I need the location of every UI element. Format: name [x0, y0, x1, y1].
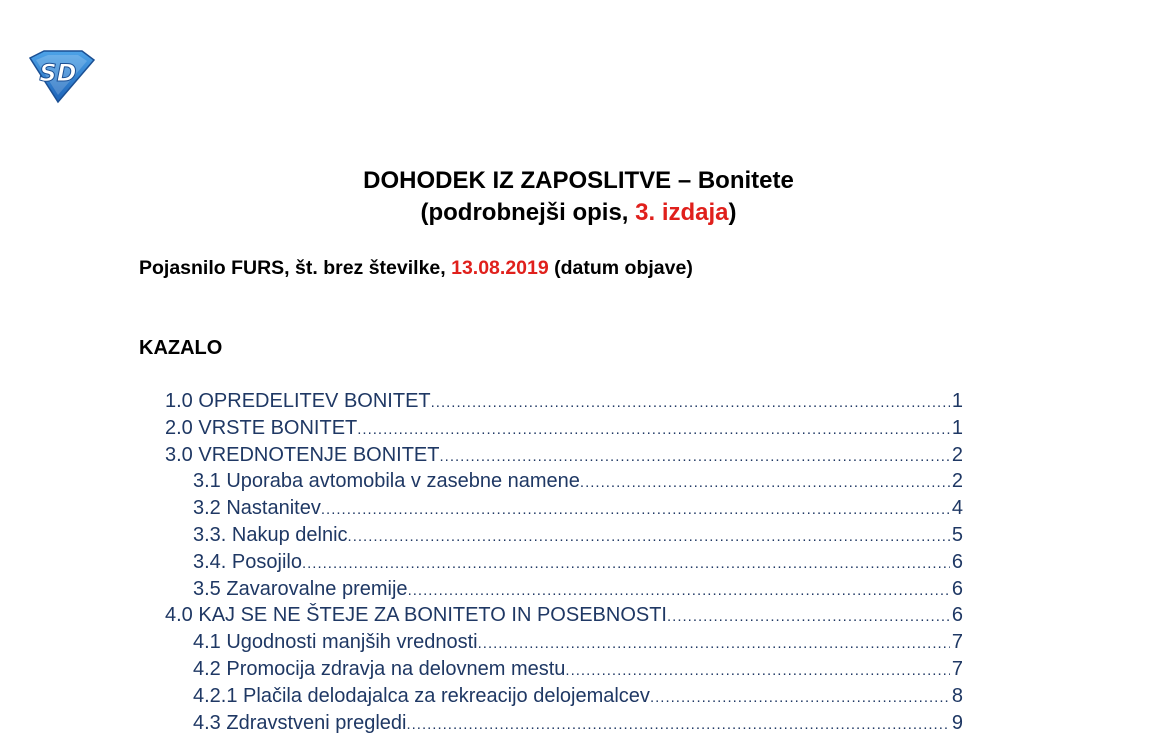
toc-entry-page[interactable]: 7: [951, 657, 963, 680]
toc-entry-page[interactable]: 1: [951, 416, 963, 439]
toc-entry[interactable]: [0, 388, 963, 415]
toc-entry-title[interactable]: 4.1 Ugodnosti manjših vrednosti: [193, 631, 478, 654]
toc-entry-page[interactable]: 6: [951, 604, 963, 627]
toc-entry-title[interactable]: 3.4. Posojilo: [193, 550, 302, 573]
toc-dot-leader: [565, 658, 949, 685]
toc-entry[interactable]: [0, 576, 963, 603]
toc-entry[interactable]: [0, 415, 963, 442]
subtitle-prefix: Pojasnilo FURS, št. brez številke,: [139, 257, 452, 279]
toc-entry[interactable]: [0, 710, 963, 737]
toc-entry-page[interactable]: 8: [951, 684, 963, 707]
toc-entry-page[interactable]: 9: [951, 711, 963, 734]
toc-entry-page[interactable]: 2: [951, 470, 963, 493]
toc-entry-page[interactable]: 6: [951, 577, 963, 600]
sd-logo-icon: [22, 48, 96, 104]
toc-entry[interactable]: [0, 522, 963, 549]
toc-dot-leader: [406, 712, 949, 739]
toc-dot-leader: [650, 685, 950, 712]
edition-prefix: (podrobnejši opis,: [420, 199, 636, 226]
publication-date: 13.08.2019: [451, 257, 549, 279]
toc-entry-page[interactable]: 7: [951, 631, 963, 654]
toc-entry-page[interactable]: 4: [951, 497, 963, 520]
toc-entry-page[interactable]: 1: [951, 390, 963, 412]
edition-number: 3. izdaja: [635, 199, 729, 226]
toc-entry-title[interactable]: 3.3. Nakup delnic: [193, 523, 348, 546]
edition-suffix: ): [728, 199, 737, 226]
toc-entry-title[interactable]: 3.2 Nastanitev: [193, 497, 321, 520]
toc-entry[interactable]: [0, 629, 963, 656]
svg-text:SD: SD: [39, 59, 77, 87]
toc-entry-title[interactable]: 2.0 VRSTE BONITET: [165, 416, 358, 439]
toc-dot-leader: [667, 604, 950, 631]
toc-dot-leader: [580, 470, 950, 497]
toc-entry-title[interactable]: 3.5 Zavarovalne premije: [193, 577, 408, 600]
toc-entry-title[interactable]: 4.3 Zdravstveni pregledi: [193, 711, 407, 734]
toc-entry-page[interactable]: 2: [951, 443, 963, 466]
toc-dot-leader: [431, 390, 950, 417]
toc-dot-leader: [348, 524, 950, 551]
document-title-line1: DOHODEK IZ ZAPOSLITVE – Bonitete: [363, 167, 794, 194]
toc-entry-title[interactable]: 4.2.1 Plačila delodajalca za rekreacijo delojemalcev: [193, 684, 650, 707]
table-of-contents: [0, 388, 1157, 736]
toc-dot-leader: [478, 631, 950, 658]
document-subtitle: [139, 255, 693, 281]
toc-dot-leader: [357, 417, 950, 444]
toc-entry[interactable]: [0, 495, 963, 522]
toc-dot-leader: [302, 551, 950, 578]
toc-entry-title[interactable]: 1.0 OPREDELITEV BONITET: [165, 390, 431, 412]
toc-entry-page[interactable]: 5: [951, 523, 963, 546]
toc-entry-title[interactable]: 4.2 Promocija zdravja na delovnem mestu: [193, 657, 566, 680]
document-title: [0, 166, 1157, 196]
toc-entry[interactable]: [0, 683, 963, 710]
toc-dot-leader: [440, 444, 950, 471]
toc-entry-title[interactable]: 3.1 Uporaba avtomobila v zasebne namene: [193, 470, 580, 493]
document-title-edition: [0, 198, 1157, 228]
toc-dot-leader: [408, 578, 950, 605]
toc-entry[interactable]: [0, 442, 963, 469]
toc-entry-title[interactable]: 4.0 KAJ SE NE ŠTEJE ZA BONITETO IN POSEBNOSTI: [165, 604, 667, 627]
toc-entry[interactable]: [0, 549, 963, 576]
subtitle-suffix: (datum objave): [548, 257, 693, 279]
toc-entry[interactable]: [0, 602, 963, 629]
toc-entry[interactable]: [0, 656, 963, 683]
toc-entry-title[interactable]: 3.0 VREDNOTENJE BONITET: [165, 443, 440, 466]
toc-entry[interactable]: [0, 468, 963, 495]
toc-entry-page[interactable]: 6: [951, 550, 963, 573]
toc-dot-leader: [321, 497, 950, 524]
toc-heading: KAZALO: [139, 337, 223, 359]
